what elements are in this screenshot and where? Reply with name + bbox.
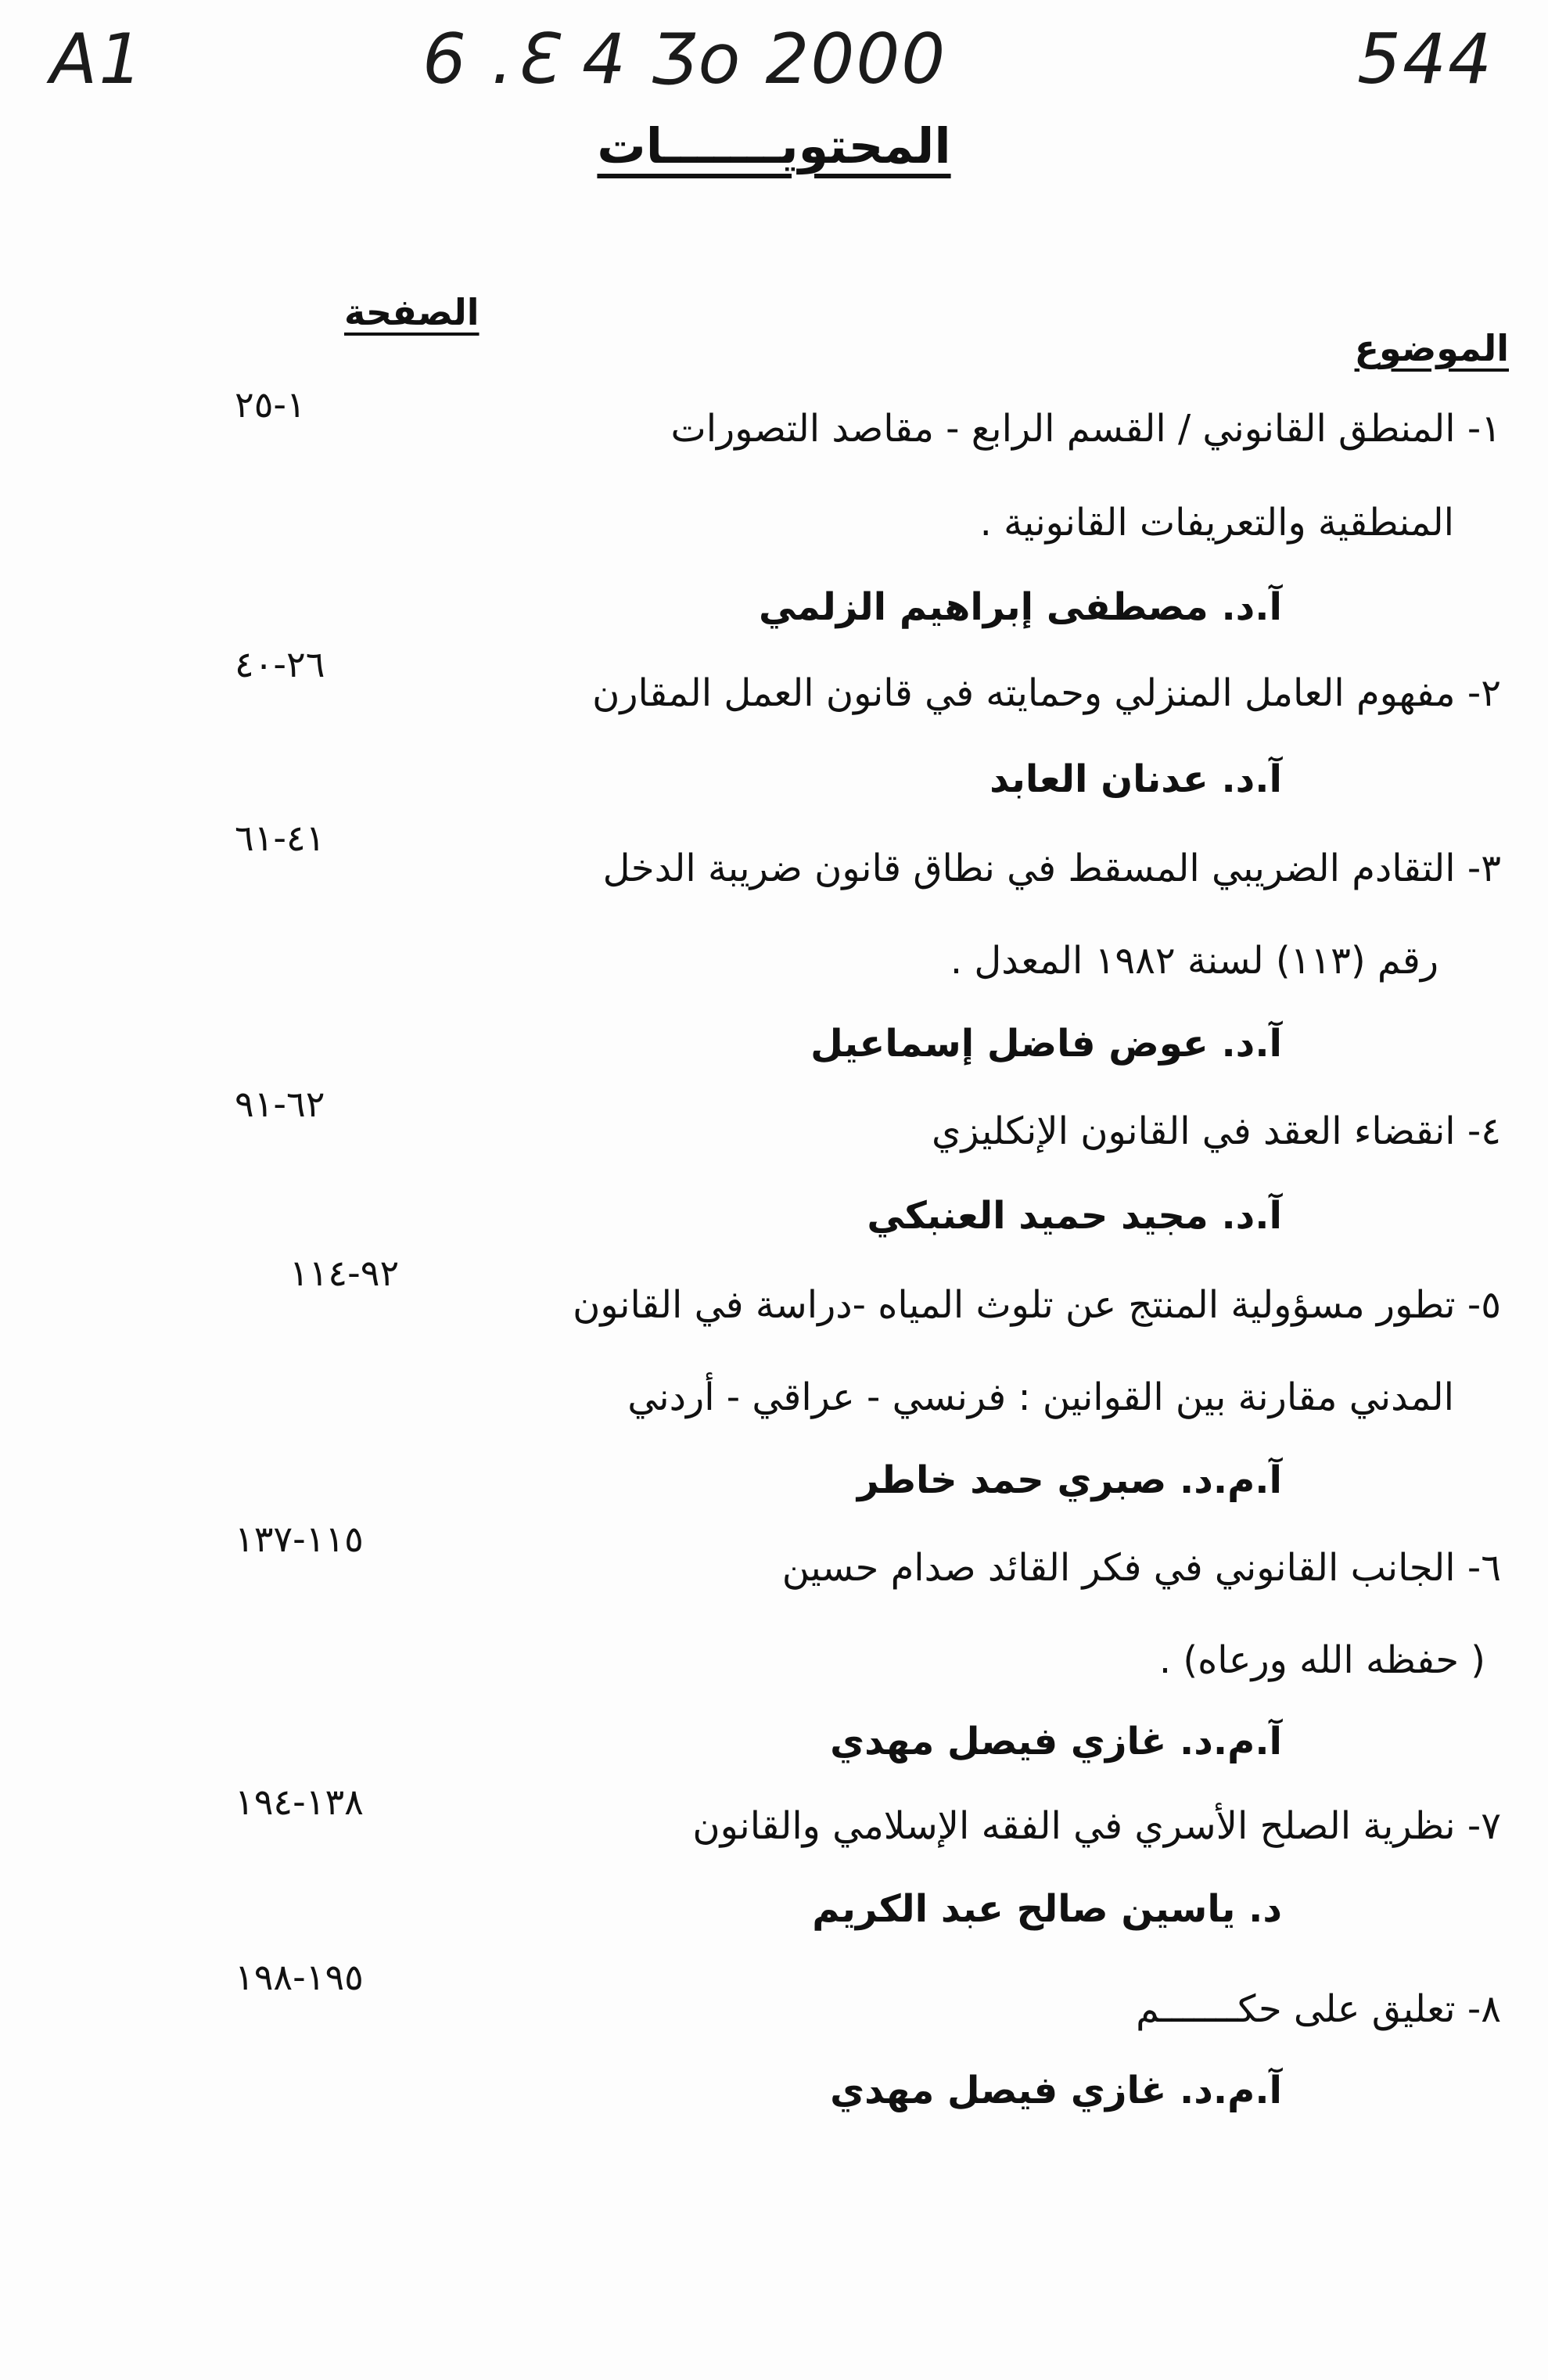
page-title: المحتويـــــــات xyxy=(597,117,951,174)
entry-title: ٣- التقادم الضريبي المسقط في نطاق قانون ضريبة الدخل xyxy=(602,847,1501,890)
entry-author: آ.د. مجيد حميد العنبكي xyxy=(867,1194,1282,1238)
entry-title: ٤- انقضاء العقد في القانون الإنكليزي xyxy=(931,1109,1501,1153)
entry-author: آ.د. مصطفى إبراهيم الزلمي xyxy=(759,585,1282,629)
entry-title-continued: المنطقية والتعريفات القانونية . xyxy=(979,501,1454,545)
column-header-page: الصفحة xyxy=(344,291,479,333)
entry-author: آ.م.د. غازي فيصل مهدي xyxy=(830,1720,1282,1763)
entry-author: آ.د. عدنان العابد xyxy=(989,757,1282,801)
entry-author: د. ياسين صالح عبد الكريم xyxy=(812,1887,1282,1931)
entry-title: ١- المنطق القانوني / القسم الرابع - مقاصد التصورات xyxy=(670,407,1501,451)
entry-title-continued: المدني مقارنة بين القوانين : فرنسي - عراقي - أردني xyxy=(627,1375,1454,1419)
handwritten-date: 6 .Ɛ 4 Ʒo 2000 xyxy=(422,19,947,99)
entry-title: ٨- تعليق على حكـــــــم xyxy=(1136,1987,1501,2031)
entry-title: ٧- نظرية الصلح الأسري في الفقه الإسلامي والقانون xyxy=(692,1804,1501,1848)
entry-author: آ.د. عوض فاضل إسماعيل xyxy=(810,1022,1282,1066)
entry-pages: ٢٦-٤٠ xyxy=(235,643,325,685)
handwritten-number: 544 xyxy=(1357,19,1493,99)
entry-pages: ٩٢-١١٤ xyxy=(289,1252,400,1294)
entry-pages: ١٩٥-١٩٨ xyxy=(235,1956,364,1998)
handwritten-code: A1 xyxy=(50,19,145,99)
entry-title: ٦- الجانب القانوني في فكر القائد صدام حسين xyxy=(781,1546,1501,1590)
entry-author: آ.م.د. غازي فيصل مهدي xyxy=(830,2069,1282,2112)
entry-title: ٢- مفهوم العامل المنزلي وحمايته في قانون العمل المقارن xyxy=(592,671,1501,715)
entry-author: آ.م.د. صبري حمد خاطر xyxy=(857,1458,1282,1502)
entry-pages: ٤١-٦١ xyxy=(235,817,325,859)
entry-title: ٥- تطور مسؤولية المنتج عن تلوث المياه -دراسة في القانون xyxy=(573,1283,1501,1327)
entry-pages: ١٣٨-١٩٤ xyxy=(235,1781,364,1823)
column-header-topic: الموضوع xyxy=(1354,327,1509,369)
entry-title-continued: رقم (١١٣) لسنة ١٩٨٢ المعدل . xyxy=(950,939,1438,983)
entry-pages: ١-٢٥ xyxy=(235,383,306,426)
entry-title-continued: ( حفظه الله ورعاه) . xyxy=(1158,1638,1485,1682)
entry-pages: ٦٢-٩١ xyxy=(235,1083,325,1125)
entry-pages: ١١٥-١٣٧ xyxy=(235,1518,364,1560)
